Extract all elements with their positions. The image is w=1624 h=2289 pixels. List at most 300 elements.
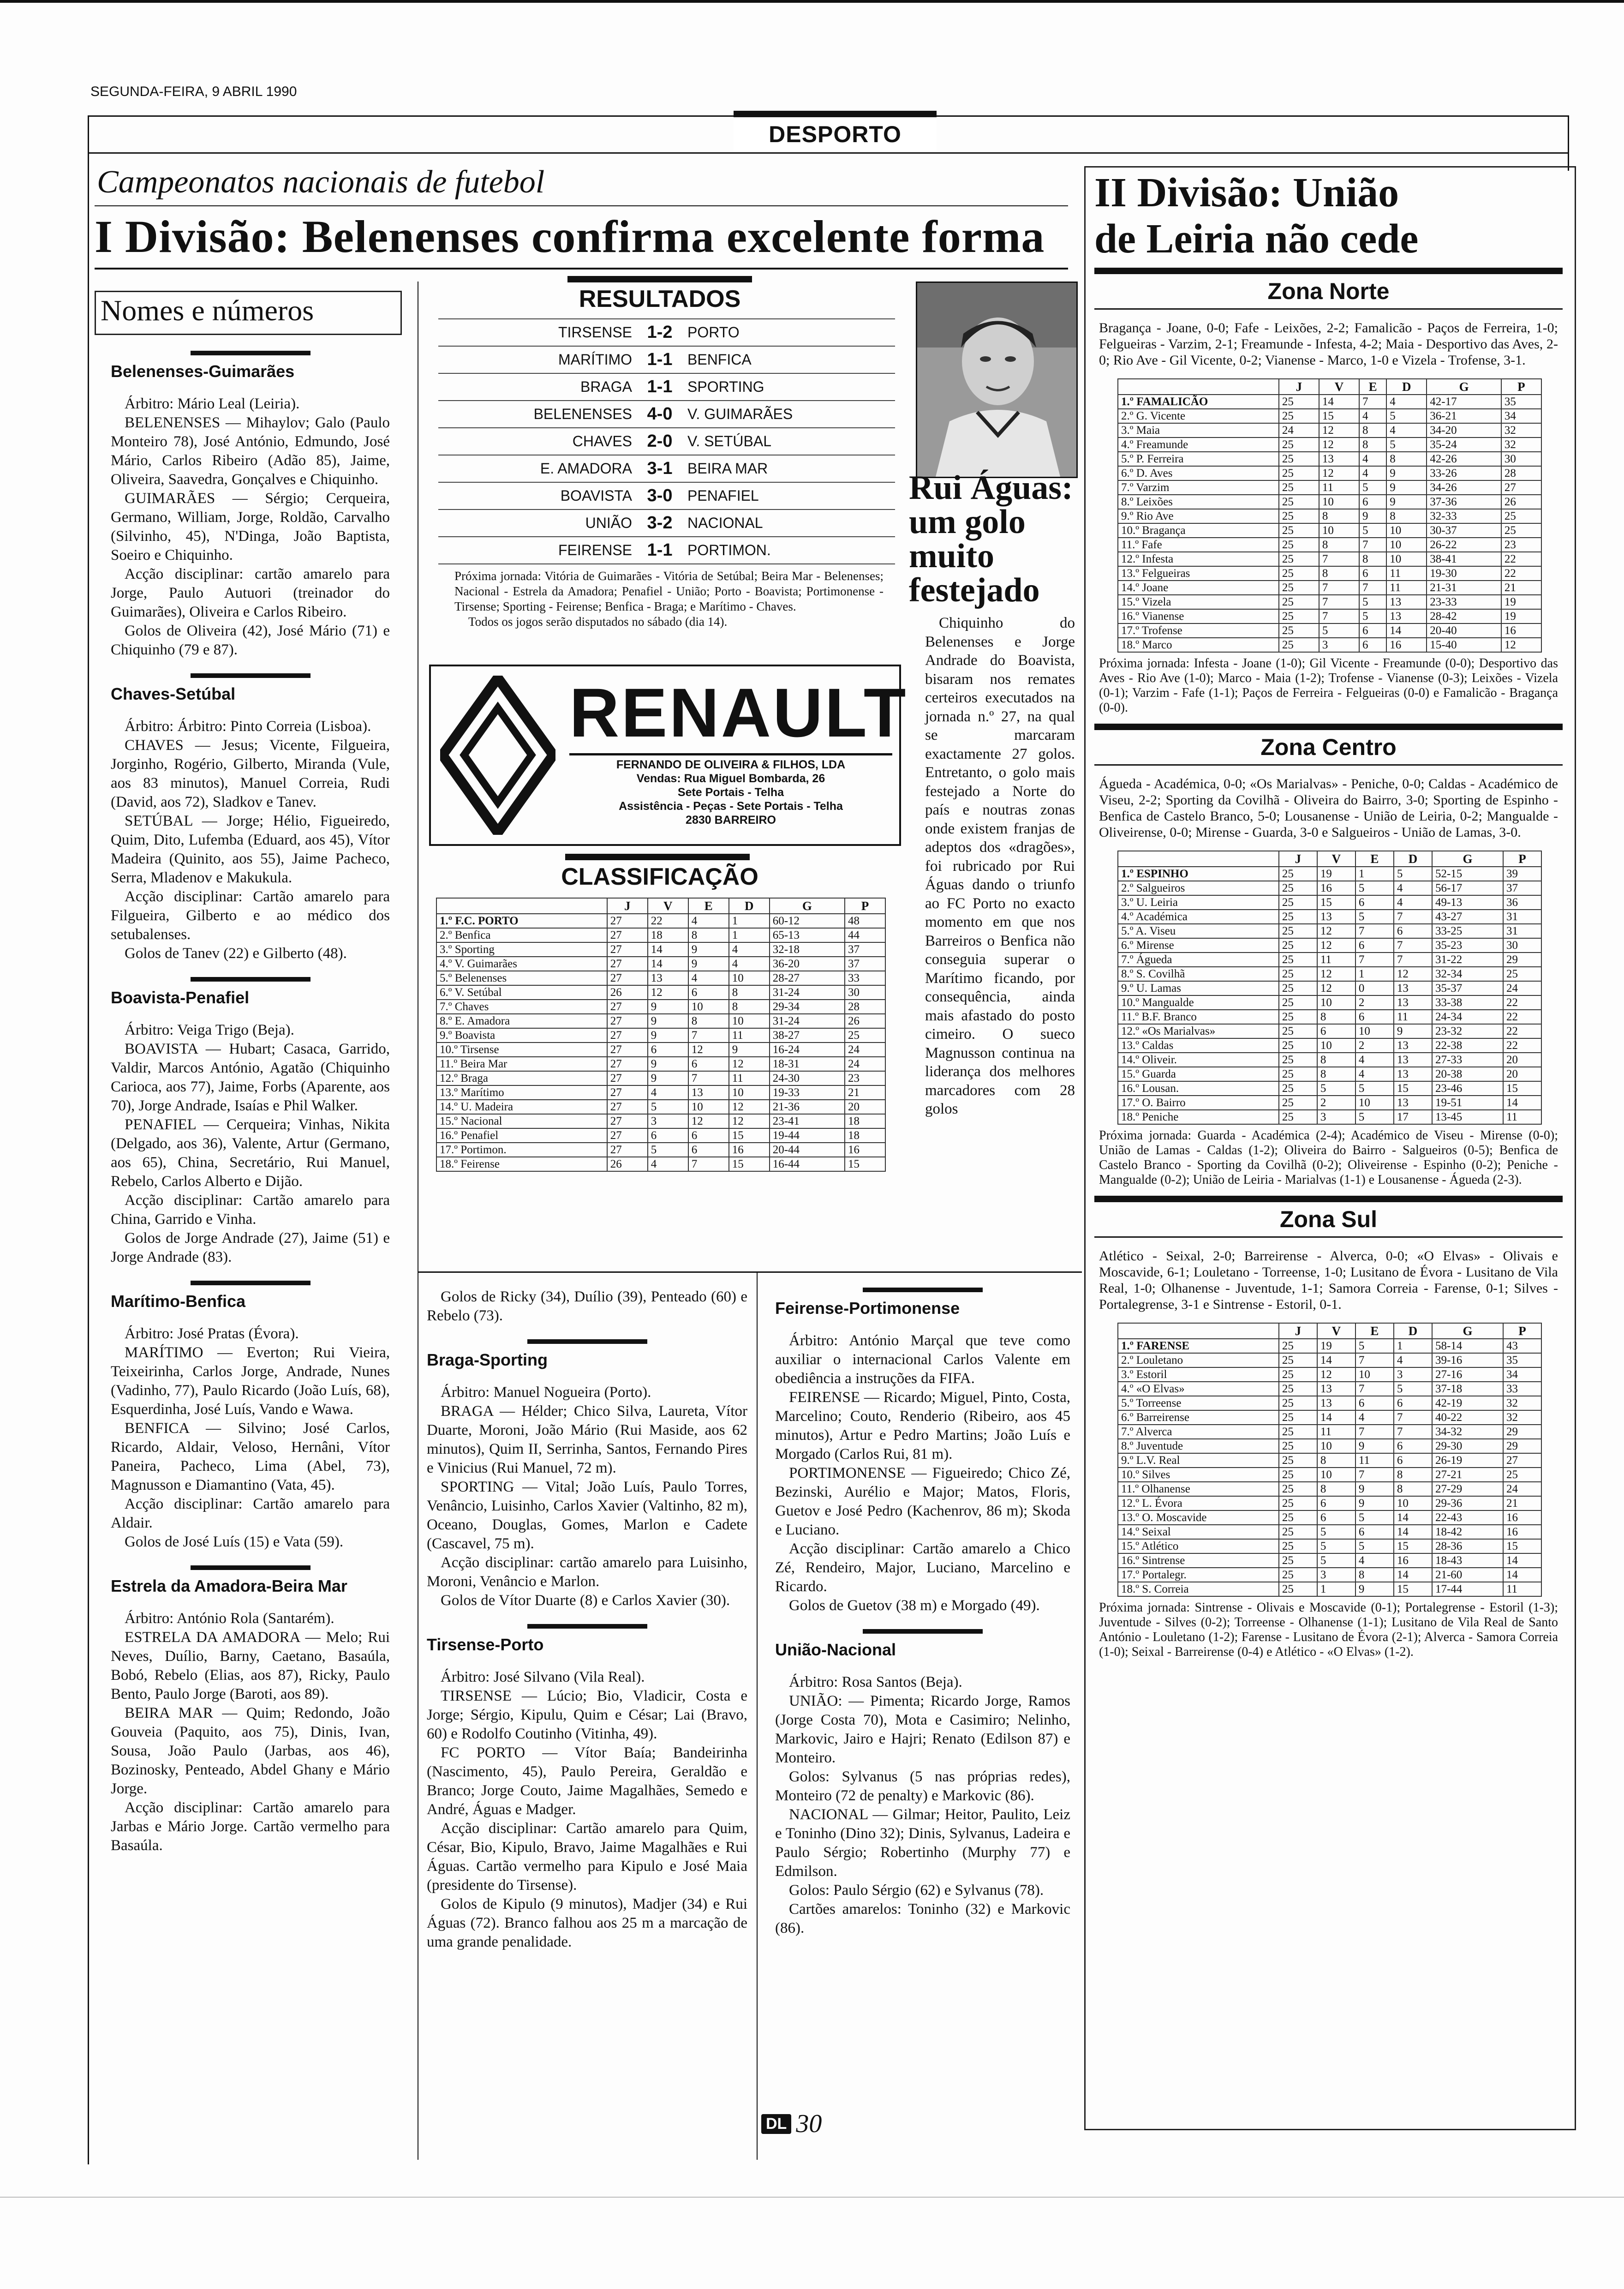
report-bar bbox=[863, 1288, 983, 1292]
stat-cell: 4 bbox=[648, 1157, 688, 1171]
stat-cell: 11 bbox=[1386, 581, 1427, 595]
stat-cell: 14 bbox=[1394, 1525, 1432, 1539]
stat-cell: 13 bbox=[1317, 1382, 1355, 1396]
match-report bbox=[427, 1339, 747, 1610]
stat-cell: 12 bbox=[1317, 967, 1355, 981]
result-score: 2-0 bbox=[647, 431, 673, 451]
stat-cell: 25 bbox=[1279, 609, 1319, 623]
stat-cell: 38-41 bbox=[1427, 552, 1501, 566]
stat-cell: 22-43 bbox=[1432, 1510, 1503, 1525]
table-row bbox=[436, 1143, 885, 1157]
report-paragraph: Árbitro: António Rola (Santarém). bbox=[125, 1610, 334, 1627]
report-paragraph: Acção disciplinar: Cartão amarelo para Quim, César, Bio, Kipulo, Bravo, Jaime Magalhães e Rui Águas. Cartão vermelho para Kipulo e José Maia (presidente do Tirsense). bbox=[427, 1820, 747, 1894]
column-header: E bbox=[1355, 851, 1394, 867]
stat-cell: 36-20 bbox=[770, 957, 845, 971]
zone-results: Atlético - Seixal, 2-0; Barreirense - Alverca, 0-0; «O Elvas» - Olivais e Moscavide, 6-1; Louletano - Torreense, 1-0; Lusitano de Évora - Lusitano de Vila Real, 1-0; Olhanense - Juventude, 1-1; Samora Correia - Farense, 0-1; Silves - Portalegrense, 3-1 e Sintrense - Estoril, 0-1. bbox=[1099, 1248, 1558, 1312]
column-header: P bbox=[1503, 851, 1541, 867]
table-row bbox=[1118, 395, 1541, 409]
table-row bbox=[436, 1114, 885, 1128]
stat-cell: 20-40 bbox=[1427, 623, 1501, 638]
team-cell: 5.º Belenenses bbox=[436, 971, 607, 985]
report-paragraph: Árbitro: José Pratas (Évora). bbox=[125, 1325, 299, 1342]
stat-cell: 22 bbox=[1503, 995, 1541, 1010]
column-header: P bbox=[1501, 379, 1541, 395]
result-score: 1-1 bbox=[647, 377, 673, 396]
stat-cell: 12 bbox=[1319, 437, 1359, 452]
report-bar bbox=[527, 1624, 647, 1629]
stat-cell: 23 bbox=[845, 1071, 885, 1085]
stat-cell: 48 bbox=[845, 914, 885, 928]
table-row bbox=[1118, 466, 1541, 480]
team-cell: 2.º Salgueiros bbox=[1118, 881, 1279, 895]
stat-cell: 19-44 bbox=[770, 1128, 845, 1143]
match-report bbox=[775, 1629, 1070, 1938]
team-cell: 17.º Portalegr. bbox=[1118, 1568, 1279, 1582]
stat-cell: 9 bbox=[1386, 466, 1427, 480]
stat-cell: 11 bbox=[729, 1028, 770, 1043]
stat-cell: 11 bbox=[729, 1071, 770, 1085]
stat-cell: 25 bbox=[1503, 967, 1541, 981]
photo-headline: Rui Águas: um golo muito festejado bbox=[909, 469, 1073, 609]
team-cell: 10.º Silves bbox=[1118, 1468, 1279, 1482]
team-cell: 8.º E. Amadora bbox=[436, 1014, 607, 1028]
result-away: PORTO bbox=[687, 324, 740, 341]
photo-story-text bbox=[925, 614, 1075, 1119]
report-paragraph: SETÚBAL — Jorge; Hélio, Figueiredo, Quim, Dito, Lufemba (Eduard, aos 45), Vítor Madeira (Quinito, aos 55), Jaime Pacheco, Serra, Mladenov e Makukula. bbox=[111, 813, 390, 886]
stat-cell: 9 bbox=[1355, 1582, 1394, 1596]
team-cell: 14.º Joane bbox=[1118, 581, 1279, 595]
report-paragraph: Golos de Vítor Duarte (8) e Carlos Xavier (30). bbox=[441, 1592, 730, 1609]
result-away: SPORTING bbox=[687, 378, 764, 395]
stat-cell: 13 bbox=[1394, 995, 1432, 1010]
table-row bbox=[436, 1100, 885, 1114]
stat-cell: 4 bbox=[648, 1085, 688, 1100]
report-bar bbox=[191, 977, 310, 982]
stat-cell: 27 bbox=[607, 1100, 648, 1114]
team-cell: 11.º Fafe bbox=[1118, 538, 1279, 552]
ad-divider bbox=[569, 753, 892, 755]
zone-title: Zona Norte bbox=[1267, 278, 1390, 304]
table-row bbox=[436, 914, 885, 928]
stat-cell: 13 bbox=[1394, 1038, 1432, 1053]
team-cell: 18.º Peniche bbox=[1118, 1110, 1279, 1124]
stat-cell: 10 bbox=[1319, 495, 1359, 509]
classificacao-bar bbox=[565, 854, 750, 860]
match-report bbox=[111, 1281, 390, 1552]
stat-cell: 16 bbox=[1394, 1553, 1432, 1568]
stat-cell: 8 bbox=[1359, 552, 1386, 566]
stat-cell: 14 bbox=[1386, 623, 1427, 638]
team-cell: 13.º O. Moscavide bbox=[1118, 1510, 1279, 1525]
stat-cell: 14 bbox=[1394, 1568, 1432, 1582]
table-row bbox=[1118, 623, 1541, 638]
stat-cell: 7 bbox=[1319, 609, 1359, 623]
stat-cell: 42-26 bbox=[1427, 452, 1501, 466]
stat-cell: 16 bbox=[1503, 1525, 1541, 1539]
stat-cell: 5 bbox=[1355, 1110, 1394, 1124]
stat-cell: 9 bbox=[1394, 1024, 1432, 1038]
report-title: Tirsense-Porto bbox=[427, 1635, 544, 1654]
stat-cell: 4 bbox=[688, 914, 729, 928]
stat-cell: 8 bbox=[729, 985, 770, 1000]
stat-cell: 8 bbox=[1317, 1453, 1355, 1468]
stat-cell: 29-36 bbox=[1432, 1496, 1503, 1510]
stat-cell: 37 bbox=[1503, 881, 1541, 895]
stat-cell: 25 bbox=[1279, 1024, 1317, 1038]
stat-cell: 7 bbox=[1319, 552, 1359, 566]
report-bar bbox=[191, 1281, 310, 1285]
stat-cell: 18-42 bbox=[1432, 1525, 1503, 1539]
team-cell: 1.º FARENSE bbox=[1118, 1339, 1279, 1353]
stat-cell: 25 bbox=[1279, 566, 1319, 581]
team-cell: 14.º Oliveir. bbox=[1118, 1053, 1279, 1067]
stat-cell: 25 bbox=[1279, 1010, 1317, 1024]
table-row bbox=[1118, 981, 1541, 995]
ad-line5: 2830 BARREIRO bbox=[686, 814, 776, 827]
stat-cell: 27 bbox=[607, 1114, 648, 1128]
table-row bbox=[436, 928, 885, 942]
team-cell: 15.º Guarda bbox=[1118, 1067, 1279, 1081]
stat-cell: 24-30 bbox=[770, 1071, 845, 1085]
table-row bbox=[1118, 1010, 1541, 1024]
column-header: J bbox=[1279, 851, 1317, 867]
stat-cell: 34 bbox=[1503, 1367, 1541, 1382]
stat-cell: 25 bbox=[1279, 1539, 1317, 1553]
table-row bbox=[1118, 895, 1541, 910]
stat-cell: 35 bbox=[1501, 395, 1541, 409]
team-cell: 12.º «Os Marialvas» bbox=[1118, 1024, 1279, 1038]
stat-cell: 58-14 bbox=[1432, 1339, 1503, 1353]
stat-cell: 10 bbox=[1317, 1038, 1355, 1053]
table-row bbox=[1118, 924, 1541, 938]
zone-subrule bbox=[1094, 1236, 1563, 1238]
stat-cell: 4 bbox=[1355, 1553, 1394, 1568]
table-row bbox=[1118, 1525, 1541, 1539]
stat-cell: 2 bbox=[1355, 1038, 1394, 1053]
stat-cell: 1 bbox=[1355, 967, 1394, 981]
stat-cell: 27 bbox=[607, 1028, 648, 1043]
stat-cell: 10 bbox=[688, 1100, 729, 1114]
table-row bbox=[1118, 1468, 1541, 1482]
stat-cell: 16 bbox=[729, 1143, 770, 1157]
stat-cell: 4 bbox=[1355, 1053, 1394, 1067]
stat-cell: 16 bbox=[1501, 623, 1541, 638]
stat-cell: 7 bbox=[1355, 953, 1394, 967]
stat-cell: 8 bbox=[1359, 423, 1386, 437]
stat-cell: 10 bbox=[1386, 552, 1427, 566]
team-cell: 8.º Leixões bbox=[1118, 495, 1279, 509]
stat-cell: 35-24 bbox=[1427, 437, 1501, 452]
report-paragraph: TIRSENSE — Lúcio; Bio, Vladicir, Costa e Jorge; Sérgio, Kipulu, Quim e César; Lai (Bravo, 60) e Rodolfo Coutinho (Vitinha, 49). bbox=[427, 1688, 747, 1742]
stat-cell: 7 bbox=[1359, 581, 1386, 595]
table-row bbox=[1118, 1496, 1541, 1510]
team-cell: 3.º U. Leiria bbox=[1118, 895, 1279, 910]
stat-cell: 8 bbox=[1394, 1482, 1432, 1496]
stat-cell: 4 bbox=[1386, 395, 1427, 409]
report-paragraph: GUIMARÃES — Sérgio; Cerqueira, Germano, William, Jorge, Roldão, Carvalho (Silvinho, 45), N'Dinga, João Baptista, Soeiro e Chiquinho. bbox=[111, 490, 390, 563]
result-row bbox=[438, 347, 895, 374]
stat-cell: 23-32 bbox=[1432, 1024, 1503, 1038]
result-score: 3-2 bbox=[647, 513, 673, 533]
table-row bbox=[1118, 638, 1541, 652]
stat-cell: 11 bbox=[1394, 1010, 1432, 1024]
stat-cell: 6 bbox=[1394, 1453, 1432, 1468]
result-home: FEIRENSE bbox=[558, 542, 632, 558]
stat-cell: 20 bbox=[845, 1100, 885, 1114]
report-bar bbox=[191, 1565, 310, 1570]
column-header: D bbox=[729, 898, 770, 914]
stat-cell: 13-45 bbox=[1432, 1110, 1503, 1124]
player-photo bbox=[916, 282, 1078, 478]
table-row bbox=[1118, 1582, 1541, 1596]
team-cell: 6.º Barreirense bbox=[1118, 1410, 1279, 1425]
stat-cell: 16 bbox=[1386, 638, 1427, 652]
main-headline: I Divisão: Belenenses confirma excelente forma bbox=[95, 211, 1045, 262]
column-header: J bbox=[1279, 379, 1319, 395]
stat-cell: 30-37 bbox=[1427, 523, 1501, 538]
stat-cell: 3 bbox=[1319, 638, 1359, 652]
table-row bbox=[1118, 1367, 1541, 1382]
stat-cell: 37-18 bbox=[1432, 1382, 1503, 1396]
stat-cell: 18-31 bbox=[770, 1057, 845, 1071]
stat-cell: 7 bbox=[1394, 1425, 1432, 1439]
stat-cell: 43 bbox=[1503, 1339, 1541, 1353]
stat-cell: 6 bbox=[1317, 1024, 1355, 1038]
stat-cell: 7 bbox=[1319, 595, 1359, 609]
report-paragraph: SPORTING — Vital; João Luís, Paulo Torres, Venâncio, Luisinho, Carlos Xavier (Valtinho, 82 m), Oceano, Douglas, Gomes, Marlon e Cadete (Cascavel, 75 m). bbox=[427, 1479, 747, 1552]
stat-cell: 7 bbox=[1355, 1382, 1394, 1396]
stat-cell: 20-38 bbox=[1432, 1067, 1503, 1081]
stat-cell: 26-22 bbox=[1427, 538, 1501, 552]
stat-cell: 23-33 bbox=[1427, 595, 1501, 609]
team-cell: 7.º Alverca bbox=[1118, 1425, 1279, 1439]
stat-cell: 38-27 bbox=[770, 1028, 845, 1043]
stat-cell: 7 bbox=[1394, 953, 1432, 967]
report-title: Feirense-Portimonense bbox=[775, 1299, 960, 1318]
stat-cell: 25 bbox=[1279, 881, 1317, 895]
stat-cell: 9 bbox=[688, 942, 729, 957]
stat-cell: 42-19 bbox=[1432, 1396, 1503, 1410]
table-row bbox=[1118, 452, 1541, 466]
stat-cell: 22 bbox=[1503, 1010, 1541, 1024]
stat-cell: 11 bbox=[1503, 1582, 1541, 1596]
stat-cell: 13 bbox=[1394, 1096, 1432, 1110]
report-paragraph: Acção disciplinar: Cartão amarelo para China, Garrido e Vinha. bbox=[111, 1192, 390, 1228]
stat-cell: 3 bbox=[1317, 1568, 1355, 1582]
stat-cell: 25 bbox=[1279, 509, 1319, 523]
table-row bbox=[1118, 967, 1541, 981]
page-number: 30 bbox=[796, 2109, 822, 2138]
report-paragraph: ESTRELA DA AMADORA — Melo; Rui Neves, Duílio, Barny, Caetano, Basaúla, Bobó, Rebelo (Elias, aos 87), Ricky, Paulo Bento, Paulo Jorge (Baroti, aos 89). bbox=[111, 1629, 390, 1702]
right-frame bbox=[1568, 115, 1569, 171]
team-cell: 14.º Seixal bbox=[1118, 1525, 1279, 1539]
stat-cell: 24 bbox=[845, 1043, 885, 1057]
team-cell: 1.º FAMALICÃO bbox=[1118, 395, 1279, 409]
stat-cell: 27 bbox=[607, 1014, 648, 1028]
stat-cell: 4 bbox=[1355, 1410, 1394, 1425]
stat-cell: 31-24 bbox=[770, 1014, 845, 1028]
stat-cell: 17 bbox=[1394, 1110, 1432, 1124]
result-row bbox=[438, 374, 895, 401]
table-row bbox=[436, 1028, 885, 1043]
report-paragraph: FC PORTO — Vítor Baía; Bandeirinha (Nascimento, 45), Paulo Pereira, Geraldão e Branco; Jorge Couto, Jaime Magalhães, Semedo e André, Águas e Madger. bbox=[427, 1744, 747, 1818]
stat-cell: 25 bbox=[1279, 1339, 1317, 1353]
stat-cell: 8 bbox=[688, 928, 729, 942]
zone-subrule bbox=[1094, 764, 1563, 766]
team-cell: 2.º G. Vicente bbox=[1118, 409, 1279, 423]
renault-ad bbox=[429, 665, 908, 846]
zone-subrule bbox=[1094, 308, 1563, 310]
stat-cell: 27-16 bbox=[1432, 1367, 1503, 1382]
result-score: 1-1 bbox=[647, 540, 673, 560]
table-row bbox=[436, 1014, 885, 1028]
result-home: BOAVISTA bbox=[560, 487, 632, 504]
stat-cell: 27 bbox=[607, 914, 648, 928]
table-row bbox=[436, 1057, 885, 1071]
stat-cell: 10 bbox=[1386, 523, 1427, 538]
stat-cell: 24-34 bbox=[1432, 1010, 1503, 1024]
team-cell: 1.º F.C. PORTO bbox=[436, 914, 607, 928]
stat-cell: 15 bbox=[729, 1157, 770, 1171]
stat-cell: 4 bbox=[1386, 423, 1427, 437]
stat-cell: 14 bbox=[1317, 1410, 1355, 1425]
result-away: V. SETÚBAL bbox=[687, 433, 772, 449]
report-title: Boavista-Penafiel bbox=[111, 988, 250, 1007]
stat-cell: 6 bbox=[1359, 638, 1386, 652]
stat-cell: 16-44 bbox=[770, 1157, 845, 1171]
stat-cell: 9 bbox=[648, 1000, 688, 1014]
stat-cell: 3 bbox=[1394, 1367, 1432, 1382]
stat-cell: 5 bbox=[1319, 623, 1359, 638]
stat-cell: 33-25 bbox=[1432, 924, 1503, 938]
stat-cell: 25 bbox=[1279, 1096, 1317, 1110]
table-row bbox=[1118, 1339, 1541, 1353]
stat-cell: 4 bbox=[1355, 1067, 1394, 1081]
classificacao-table bbox=[436, 898, 886, 1172]
stat-cell: 9 bbox=[688, 957, 729, 971]
table-row bbox=[1118, 953, 1541, 967]
stat-cell: 25 bbox=[1279, 638, 1319, 652]
stat-cell: 8 bbox=[1319, 509, 1359, 523]
classificacao-title: CLASSIFICAÇÃO bbox=[561, 863, 758, 890]
stat-cell: 22-38 bbox=[1432, 1038, 1503, 1053]
result-score: 3-1 bbox=[647, 459, 673, 478]
team-cell: 6.º D. Aves bbox=[1118, 466, 1279, 480]
table-row bbox=[1118, 910, 1541, 924]
match-report bbox=[111, 351, 390, 659]
table-row bbox=[1118, 1396, 1541, 1410]
stat-cell: 6 bbox=[688, 1143, 729, 1157]
team-cell: 4.º V. Guimarães bbox=[436, 957, 607, 971]
stat-cell: 7 bbox=[1394, 1410, 1432, 1425]
stat-cell: 5 bbox=[1359, 595, 1386, 609]
stat-cell: 10 bbox=[1355, 1367, 1394, 1382]
stat-cell: 6 bbox=[1359, 566, 1386, 581]
report-paragraph: Árbitro: Rosa Santos (Beja). bbox=[789, 1674, 962, 1690]
stat-cell: 21-36 bbox=[770, 1100, 845, 1114]
stat-cell: 34-26 bbox=[1427, 480, 1501, 495]
result-row bbox=[438, 401, 895, 428]
stat-cell: 32-33 bbox=[1427, 509, 1501, 523]
team-cell: 13.º Marítimo bbox=[436, 1085, 607, 1100]
stat-cell: 35-37 bbox=[1432, 981, 1503, 995]
report-paragraph: CHAVES — Jesus; Vicente, Filgueira, Jorginho, Rogério, Gilberto, Miranda (Vule, aos 83 minutos), Manuel Correia, Rudi (David, aos 72), Sladkov e Tanev. bbox=[111, 737, 390, 810]
team-cell: 18.º S. Correia bbox=[1118, 1582, 1279, 1596]
stat-cell: 25 bbox=[1279, 495, 1319, 509]
column-header: J bbox=[1279, 1323, 1317, 1339]
bottom-edge bbox=[0, 2197, 1624, 2198]
stat-cell: 12 bbox=[1317, 924, 1355, 938]
stat-cell: 13 bbox=[1386, 595, 1427, 609]
stat-cell: 21-31 bbox=[1427, 581, 1501, 595]
stat-cell: 9 bbox=[648, 1014, 688, 1028]
table-row bbox=[1118, 581, 1541, 595]
stat-cell: 16-24 bbox=[770, 1043, 845, 1057]
stat-cell: 25 bbox=[1279, 910, 1317, 924]
report-paragraph: BENFICA — Silvino; José Carlos, Ricardo, Aldair, Veloso, Hernâni, Vítor Paneira, Pacheco, Lima (Abel, 73), Magnusson e Diamantino (Vata, 45). bbox=[111, 1420, 390, 1493]
team-cell: 17.º O. Bairro bbox=[1118, 1096, 1279, 1110]
stat-cell: 12 bbox=[688, 1043, 729, 1057]
stat-cell: 15 bbox=[729, 1128, 770, 1143]
column-header: E bbox=[1359, 379, 1386, 395]
stat-cell: 14 bbox=[1503, 1553, 1541, 1568]
team-cell: 12.º Braga bbox=[436, 1071, 607, 1085]
team-cell: 5.º P. Ferreira bbox=[1118, 452, 1279, 466]
table-row bbox=[1118, 881, 1541, 895]
stat-cell: 36-21 bbox=[1427, 409, 1501, 423]
stat-cell: 27 bbox=[607, 1043, 648, 1057]
column-header bbox=[436, 898, 607, 914]
column-header bbox=[1118, 1323, 1279, 1339]
stat-cell: 25 bbox=[1279, 1110, 1317, 1124]
stat-cell: 1 bbox=[1394, 1339, 1432, 1353]
stat-cell: 6 bbox=[1355, 938, 1394, 953]
result-home: UNIÃO bbox=[585, 515, 632, 531]
stat-cell: 25 bbox=[1279, 1053, 1317, 1067]
stat-cell: 12 bbox=[1501, 638, 1541, 652]
stat-cell: 10 bbox=[1386, 538, 1427, 552]
result-row bbox=[438, 455, 895, 483]
stat-cell: 37 bbox=[845, 957, 885, 971]
stat-cell: 12 bbox=[648, 985, 688, 1000]
stat-cell: 30 bbox=[1501, 452, 1541, 466]
stat-cell: 8 bbox=[1319, 566, 1359, 581]
table-row bbox=[1118, 1053, 1541, 1067]
stat-cell: 25 bbox=[1279, 1038, 1317, 1053]
stat-cell: 6 bbox=[648, 1128, 688, 1143]
team-cell: 17.º Trofense bbox=[1118, 623, 1279, 638]
stat-cell: 6 bbox=[688, 985, 729, 1000]
stat-cell: 34-32 bbox=[1432, 1425, 1503, 1439]
stat-cell: 26 bbox=[607, 985, 648, 1000]
zone-section bbox=[1094, 724, 1563, 1187]
stat-cell: 15 bbox=[1394, 1539, 1432, 1553]
table-row bbox=[436, 1128, 885, 1143]
report-paragraph: Golos de Tanev (22) e Gilberto (48). bbox=[125, 945, 347, 962]
table-row bbox=[1118, 1024, 1541, 1038]
stat-cell: 27-29 bbox=[1432, 1482, 1503, 1496]
stat-cell: 15 bbox=[1394, 1582, 1432, 1596]
report-bar bbox=[863, 1629, 983, 1634]
stat-cell: 27 bbox=[607, 971, 648, 985]
column-header: J bbox=[607, 898, 648, 914]
stat-cell: 5 bbox=[1359, 609, 1386, 623]
stat-cell: 5 bbox=[648, 1100, 688, 1114]
stat-cell: 6 bbox=[1359, 495, 1386, 509]
stat-cell: 27-33 bbox=[1432, 1053, 1503, 1067]
stat-cell: 32-34 bbox=[1432, 967, 1503, 981]
column-header: G bbox=[1432, 1323, 1503, 1339]
